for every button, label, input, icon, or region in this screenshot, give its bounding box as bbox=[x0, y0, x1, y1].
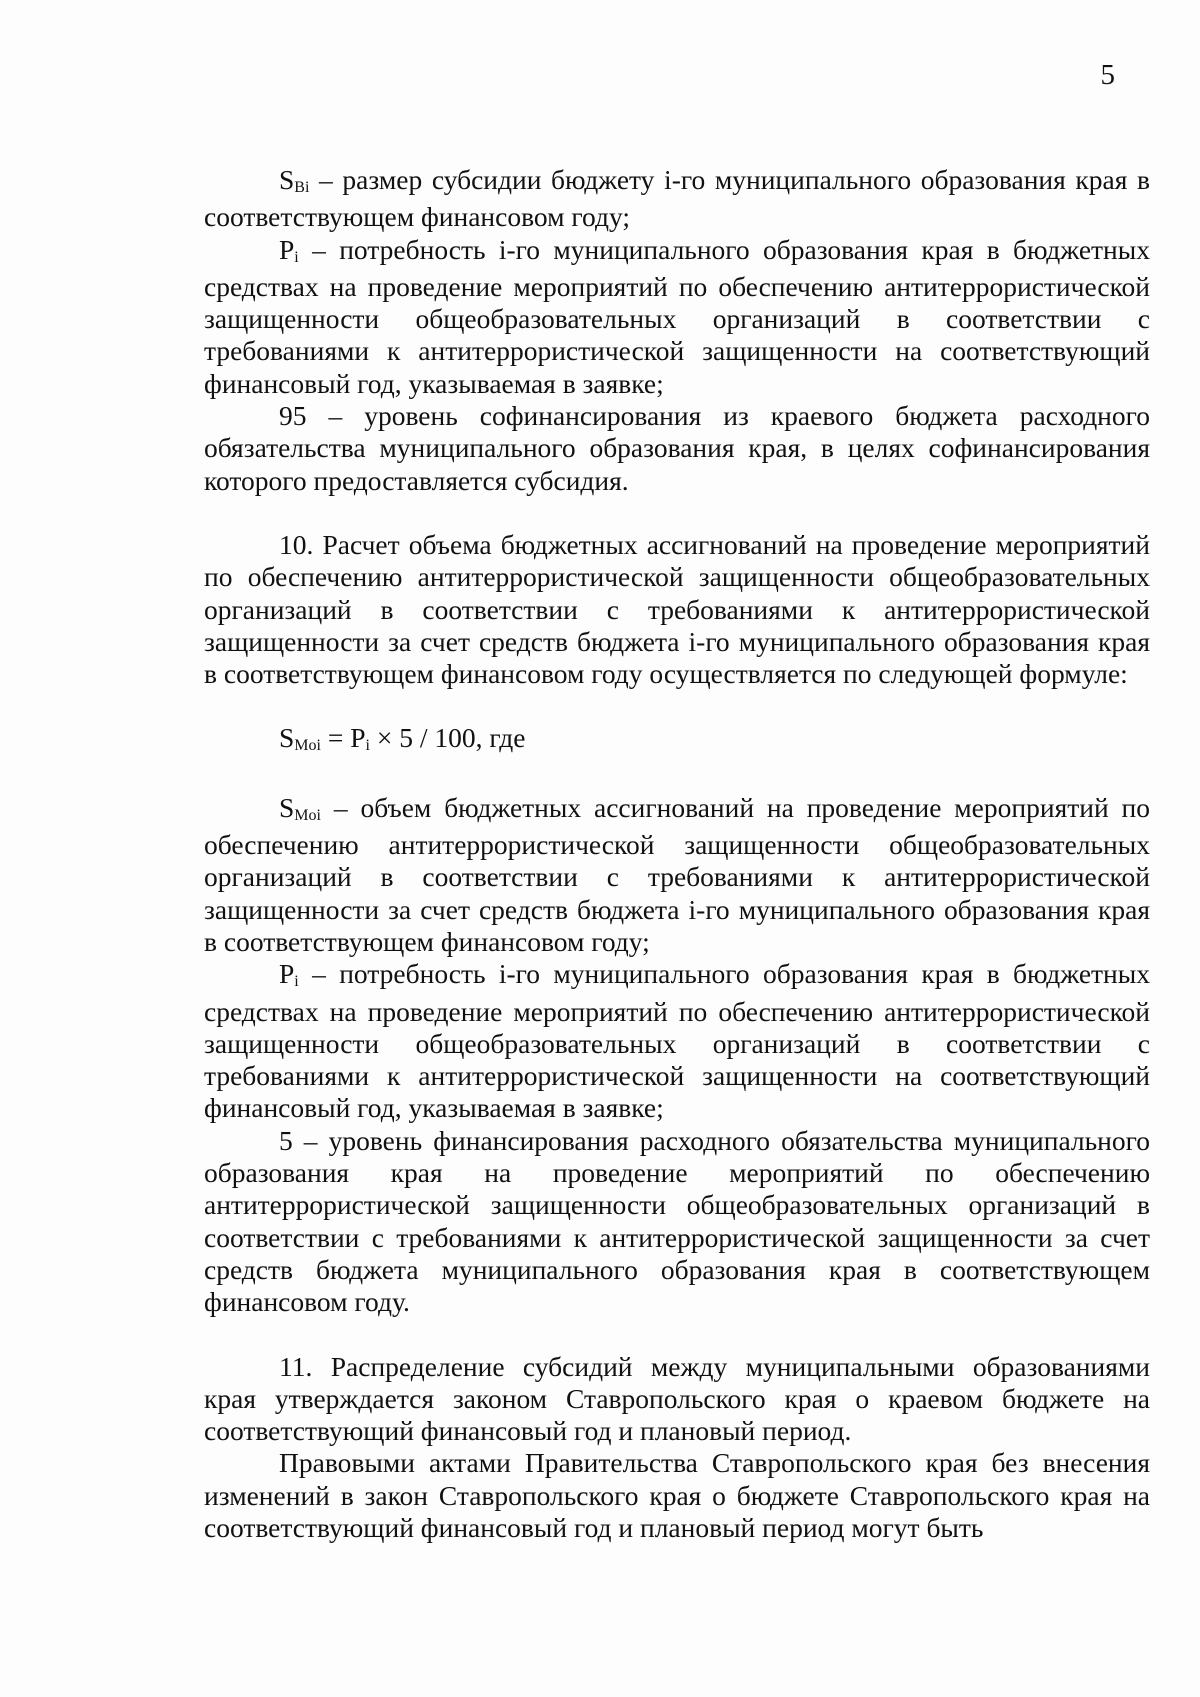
document-body bbox=[204, 164, 1150, 1544]
symbol-subscript: i bbox=[294, 248, 299, 266]
symbol-subscript: Bi bbox=[294, 179, 310, 196]
symbol: P bbox=[279, 958, 295, 990]
definition-text: – объем бюджетных ассигнований на проведение мероприятий по обеспечению антитеррористической защищенности общеобразовательных организаций в соответствии с требованиями к антитеррористической защищенности за счет средств бюджета i-го муниципального образования края в соответствующем финансовом году; bbox=[204, 791, 1150, 957]
formula-s-moi bbox=[204, 722, 1150, 759]
definition-5: 5 – уровень финансирования расходного обязательства муниципального образования края на проведение мероприятий по обеспечению антитеррористической защищенности общеобразовательных организаций в соответствии с требованиями к антитеррористической защищенности за счет средств бюджета муниципального образования края в соответствующем финансовом году. bbox=[204, 1124, 1150, 1318]
spacer bbox=[204, 497, 1150, 529]
definition-s-bi bbox=[204, 164, 1150, 234]
formula-rhs: × 5 / 100, где bbox=[369, 722, 526, 754]
symbol: S bbox=[279, 791, 295, 823]
definition-95: 95 – уровень софинансирования из краевого бюджета расходного обязательства муниципального образования края, в целях софинансирования которого предоставляется субсидия. bbox=[204, 400, 1150, 496]
definition-text: – размер субсидии бюджету i-го муниципального образования края в соответствующем финансовом году; bbox=[204, 164, 1150, 233]
symbol-subscript: i bbox=[294, 973, 299, 991]
symbol: S bbox=[279, 164, 295, 195]
formula-lhs: S bbox=[279, 722, 295, 754]
page-number: 5 bbox=[1100, 59, 1115, 91]
definition-text: – потребность i-го муниципального образования края в бюджетных средствах на проведение мероприятий по обеспечению антитеррористической защищенности общеобразовательных организаций в соответствии с требованиями к антитеррористической защищенности на соответствующий финансовый год, указываемая в заявке; bbox=[204, 233, 1150, 399]
definition-p-i-2 bbox=[204, 958, 1150, 1124]
symbol-subscript: Moi bbox=[294, 806, 321, 824]
formula-eq: = P bbox=[320, 722, 366, 754]
paragraph-12: Правовыми актами Правительства Ставропольского края без внесения изменений в закон Ставропольского края о бюджете Ставропольского края на соответствующий финансовый год и плановый период могут быть bbox=[204, 1447, 1150, 1543]
definition-s-moi bbox=[204, 792, 1150, 958]
definition-p-i bbox=[204, 234, 1150, 400]
paragraph-11: 11. Распределение субсидий между муниципальными образованиями края утверждается законом Ставропольского края о краевом бюджете на соответствующий финансовый год и плановый период. bbox=[204, 1350, 1150, 1447]
formula-lhs-subscript: Moi bbox=[294, 737, 321, 755]
spacer bbox=[204, 690, 1150, 722]
spacer bbox=[204, 1319, 1150, 1351]
paragraph-10: 10. Расчет объема бюджетных ассигнований на проведение мероприятий по обеспечению антитеррористической защищенности общеобразовательных организаций в соответствии с требованиями к антитеррористической защищенности за счет средств бюджета i-го муниципального образования края в соответствующем финансовом году осуществляется по следующей формуле: bbox=[204, 528, 1150, 690]
formula-p-subscript: i bbox=[365, 737, 370, 755]
definition-text: – потребность i-го муниципального образования края в бюджетных средствах на проведение мероприятий по обеспечению антитеррористической защищенности общеобразовательных организаций в соответствии с требованиями к антитеррористической защищенности на соответствующий финансовый год, указываемая в заявке; bbox=[204, 958, 1150, 1124]
symbol: P bbox=[279, 233, 295, 265]
spacer bbox=[204, 760, 1150, 792]
